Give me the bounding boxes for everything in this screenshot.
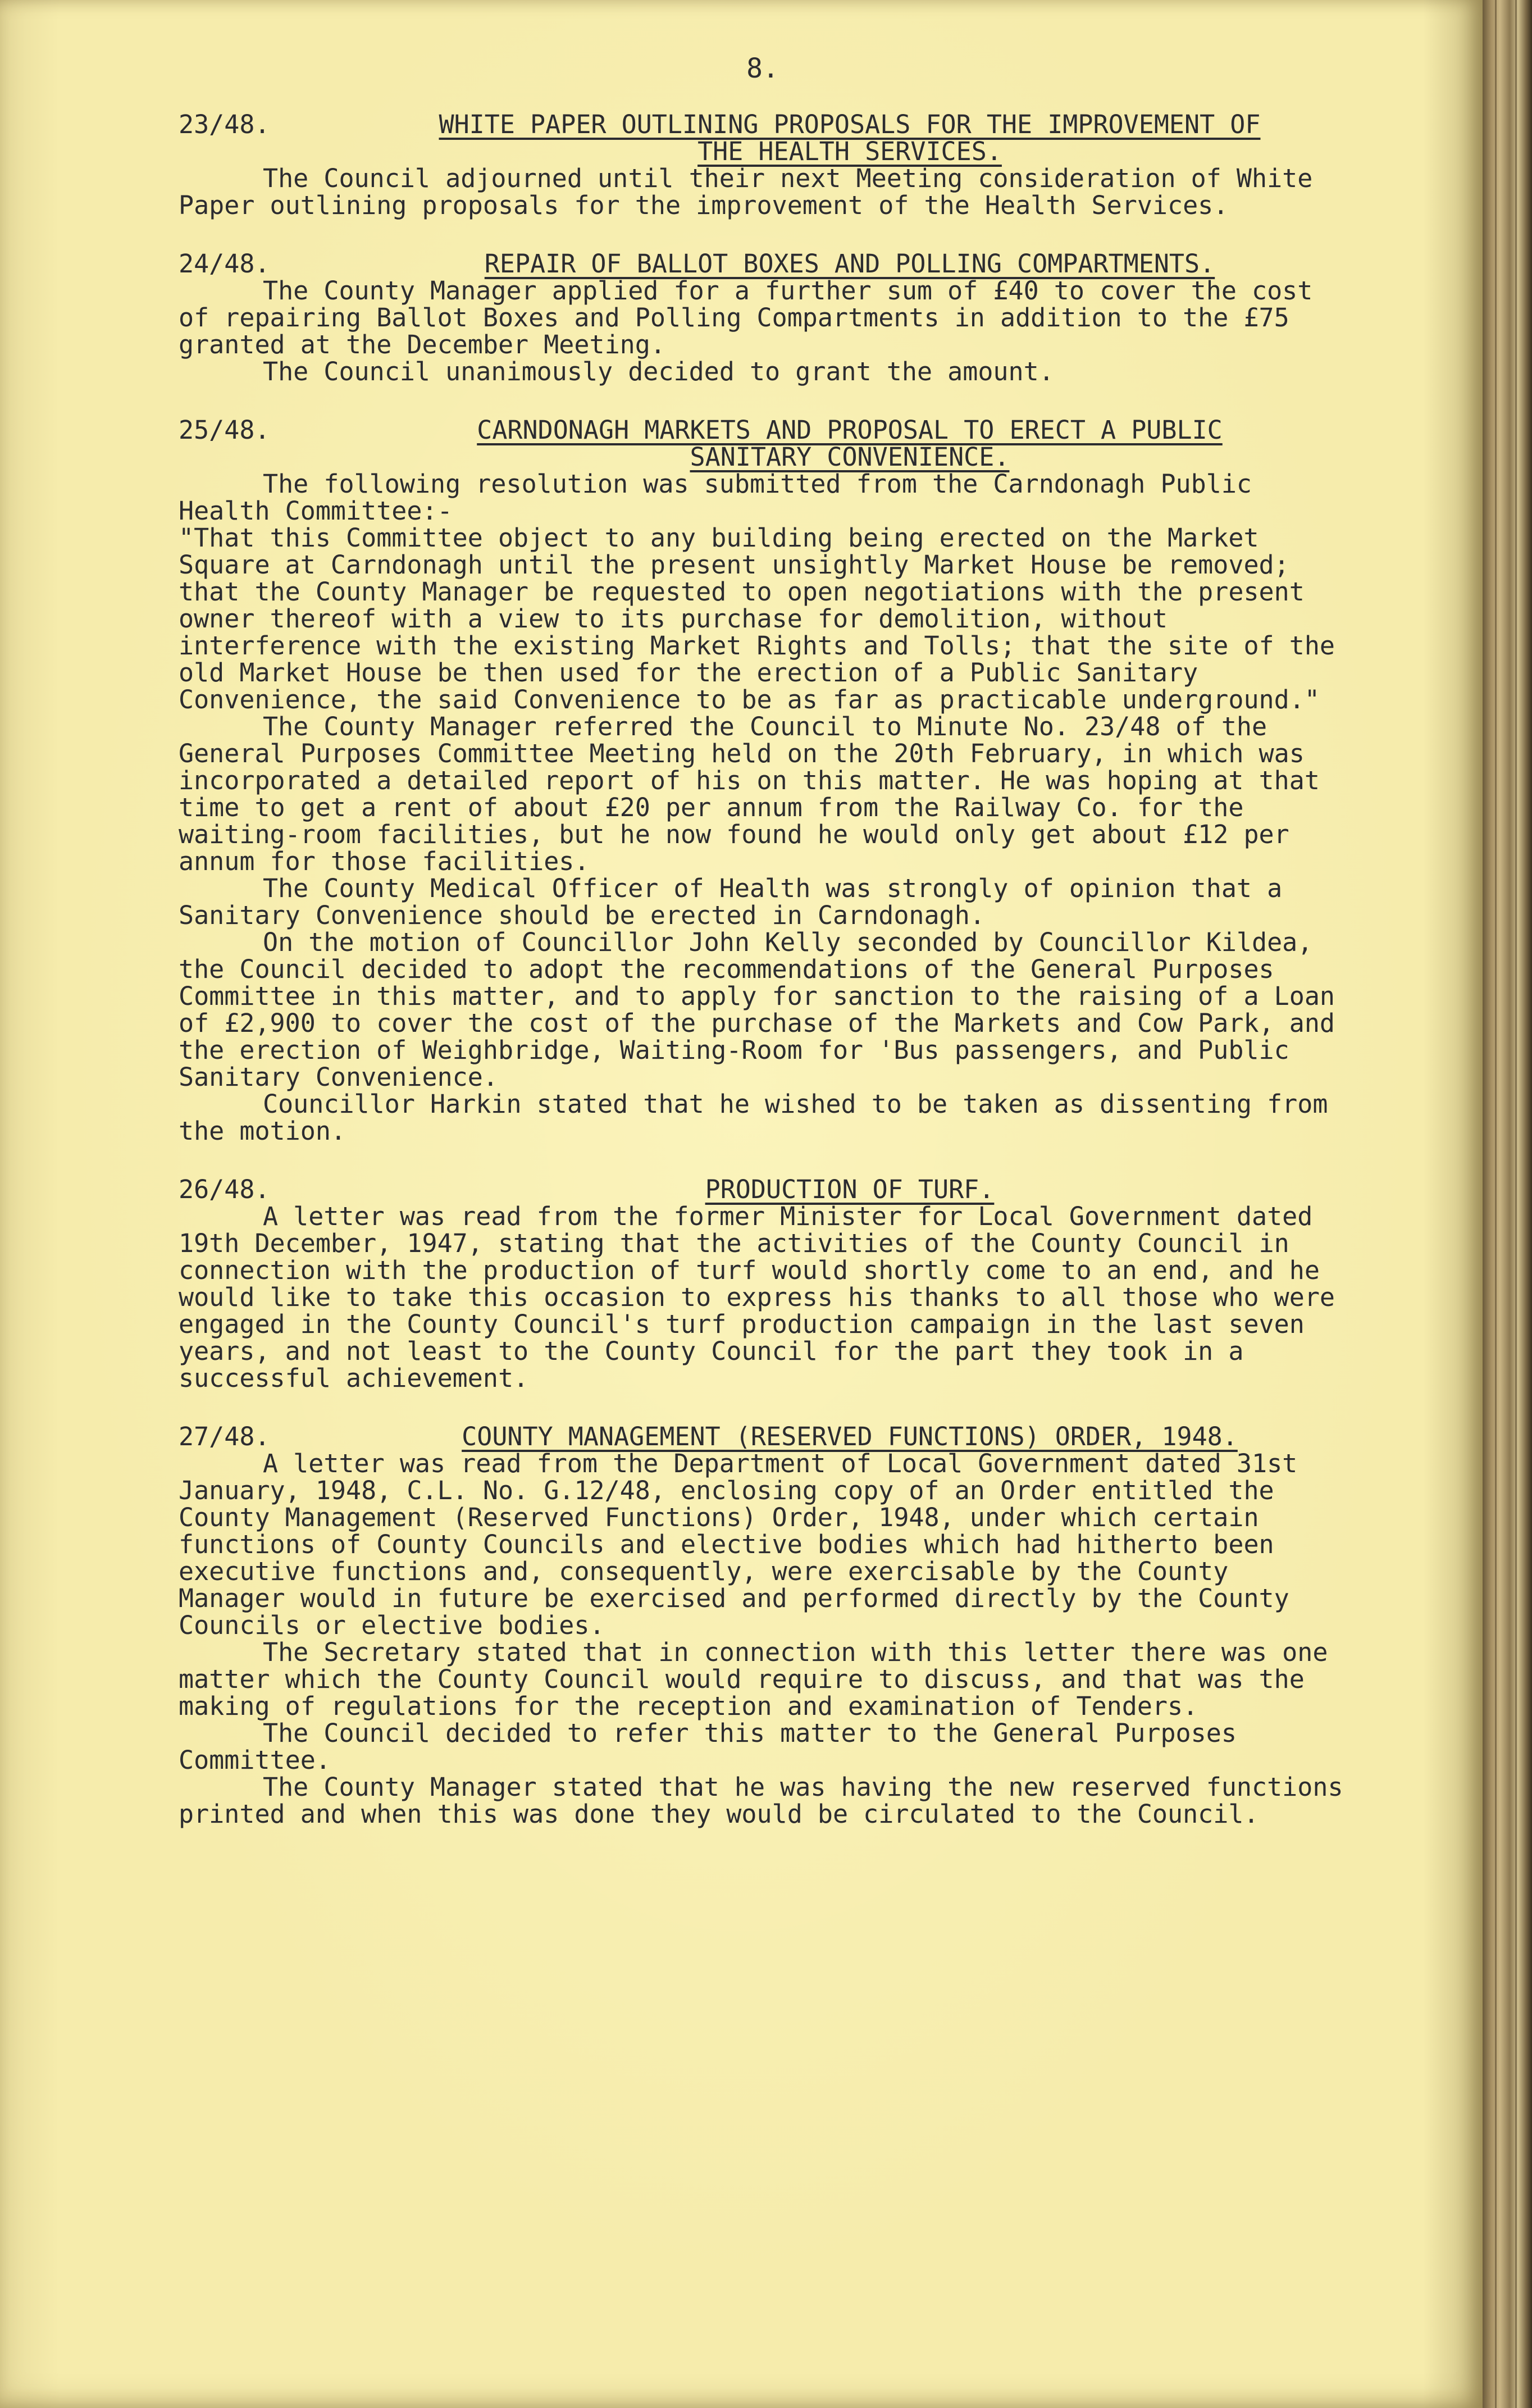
minute-paragraph: The County Manager applied for a further sum of £40 to cover the cost of repairing Ballot Boxes and Polling Compartments in addition to the £75 granted at the December Meeting. xyxy=(179,276,1313,359)
minute-paragraph: The County Medical Officer of Health was strongly of opinion that a Sanitary Convenience should be erected in Carndonagh. xyxy=(179,873,1283,930)
minute-heading xyxy=(353,417,1347,471)
minute-heading xyxy=(353,1423,1347,1450)
book-binding xyxy=(1483,0,1532,2408)
minute-item xyxy=(179,417,1347,1145)
minute-header xyxy=(179,1176,1347,1203)
heading-line: WHITE PAPER OUTLINING PROPOSALS FOR THE IMPROVEMENT OF xyxy=(439,110,1261,139)
minute-header xyxy=(179,111,1347,165)
heading-line: CARNDONAGH MARKETS AND PROPOSAL TO ERECT A PUBLIC xyxy=(477,415,1223,445)
heading-line: REPAIR OF BALLOT BOXES AND POLLING COMPARTMENTS. xyxy=(484,249,1215,279)
minute-paragraph: The following resolution was submitted from the Carndonagh Public Health Committee:- xyxy=(179,469,1252,526)
minute-paragraph: The Council decided to refer this matter to the General Purposes Committee. xyxy=(179,1718,1237,1775)
binding-crease xyxy=(1495,0,1497,2408)
minute-heading xyxy=(353,111,1347,165)
minute-paragraph: The Council unanimously decided to grant the amount. xyxy=(263,357,1054,386)
minute-paragraph: A letter was read from the Department of Local Government dated 31st January, 1948, C.L. No. G.12/48, enclosing copy of an Order entitled the County Management (Reserved Functions) Order, 1948, under which certain functions of County Councils and elective bodies which had hitherto been executive functions and, consequently, were exercisable by the County Manager would in future be exercised and performed directly by the County Councils or elective bodies. xyxy=(179,1449,1298,1640)
heading-line: COUNTY MANAGEMENT (RESERVED FUNCTIONS) ORDER, 1948. xyxy=(462,1422,1238,1451)
minute-paragraph: Councillor Harkin stated that he wished to be taken as dissenting from the motion. xyxy=(179,1089,1328,1146)
minute-item xyxy=(179,111,1347,219)
minute-item xyxy=(179,1176,1347,1392)
minute-paragraph: A letter was read from the former Minister for Local Government dated 19th December, 1947, stating that the activities of the County Council in connection with the production of turf would shortly come to an end, and he would like to take this occasion to express his thanks to all those who were engaged in the County Council's turf production campaign in the last seven years, and not least to the County Council for the part they took in a successful achievement. xyxy=(179,1201,1335,1393)
minute-number: 24/48. xyxy=(179,249,270,279)
minute-number: 26/48. xyxy=(179,1175,270,1204)
minute-paragraph: The County Manager stated that he was having the new reserved functions printed and when this was done they would be circulated to the Council. xyxy=(179,1772,1343,1829)
minute-number: 27/48. xyxy=(179,1422,270,1451)
page-number: 8. xyxy=(746,53,779,84)
minute-heading xyxy=(353,251,1347,277)
minute-header xyxy=(179,417,1347,471)
minute-item xyxy=(179,1423,1347,1828)
minute-item xyxy=(179,251,1347,385)
minute-number: 25/48. xyxy=(179,415,270,445)
minute-paragraph: The Secretary stated that in connection with this letter there was one matter which the County Council would require to discuss, and that was the making of regulations for the reception and examination of Tenders. xyxy=(179,1637,1328,1721)
minute-paragraph: On the motion of Councillor John Kelly seconded by Councillor Kildea, the Council decided to adopt the recommendations of the General Purposes Committee in this matter, and to apply for sanction to the raising of a Loan of £2,900 to cover the cost of the purchase of the Markets and Cow Park, and the erection of Weighbridge, Waiting-Room for 'Bus passengers, and Public Sanitary Convenience. xyxy=(179,927,1335,1092)
heading-line: SANITARY CONVENIENCE. xyxy=(690,442,1010,472)
minute-paragraph: The Council adjourned until their next Meeting consideration of White Paper outlining proposals for the improvement of the Health Services. xyxy=(179,163,1313,220)
minute-heading xyxy=(353,1176,1347,1203)
binding-crease xyxy=(1515,0,1517,2408)
heading-line: PRODUCTION OF TURF. xyxy=(705,1175,995,1204)
minute-header xyxy=(179,251,1347,277)
heading-line: THE HEALTH SERVICES. xyxy=(697,136,1002,166)
minute-number: 23/48. xyxy=(179,110,270,139)
resolution-quote: "That this Committee object to any building being erected on the Market Square at Carndonagh until the present unsightly Market House be removed; that the County Manager be requested to open negotiations with the present owner thereof with a view to its purchase for demolition, without interference with the existing Market Rights and Tolls; that the site of the old Market House be then used for the erection of a Public Sanitary Convenience, the said Convenience to be as far as practicable underground." xyxy=(179,523,1335,714)
minute-header xyxy=(179,1423,1347,1450)
minute-paragraph: The County Manager referred the Council to Minute No. 23/48 of the General Purposes Committee Meeting held on the 20th February, in which was incorporated a detailed report of his on this matter. He was hoping at that time to get a rent of about £20 per annum from the Railway Co. for the waiting-room facilities, but he now found he would only get about £12 per annum for those facilities. xyxy=(179,712,1320,876)
minutes-text xyxy=(179,39,1347,1859)
